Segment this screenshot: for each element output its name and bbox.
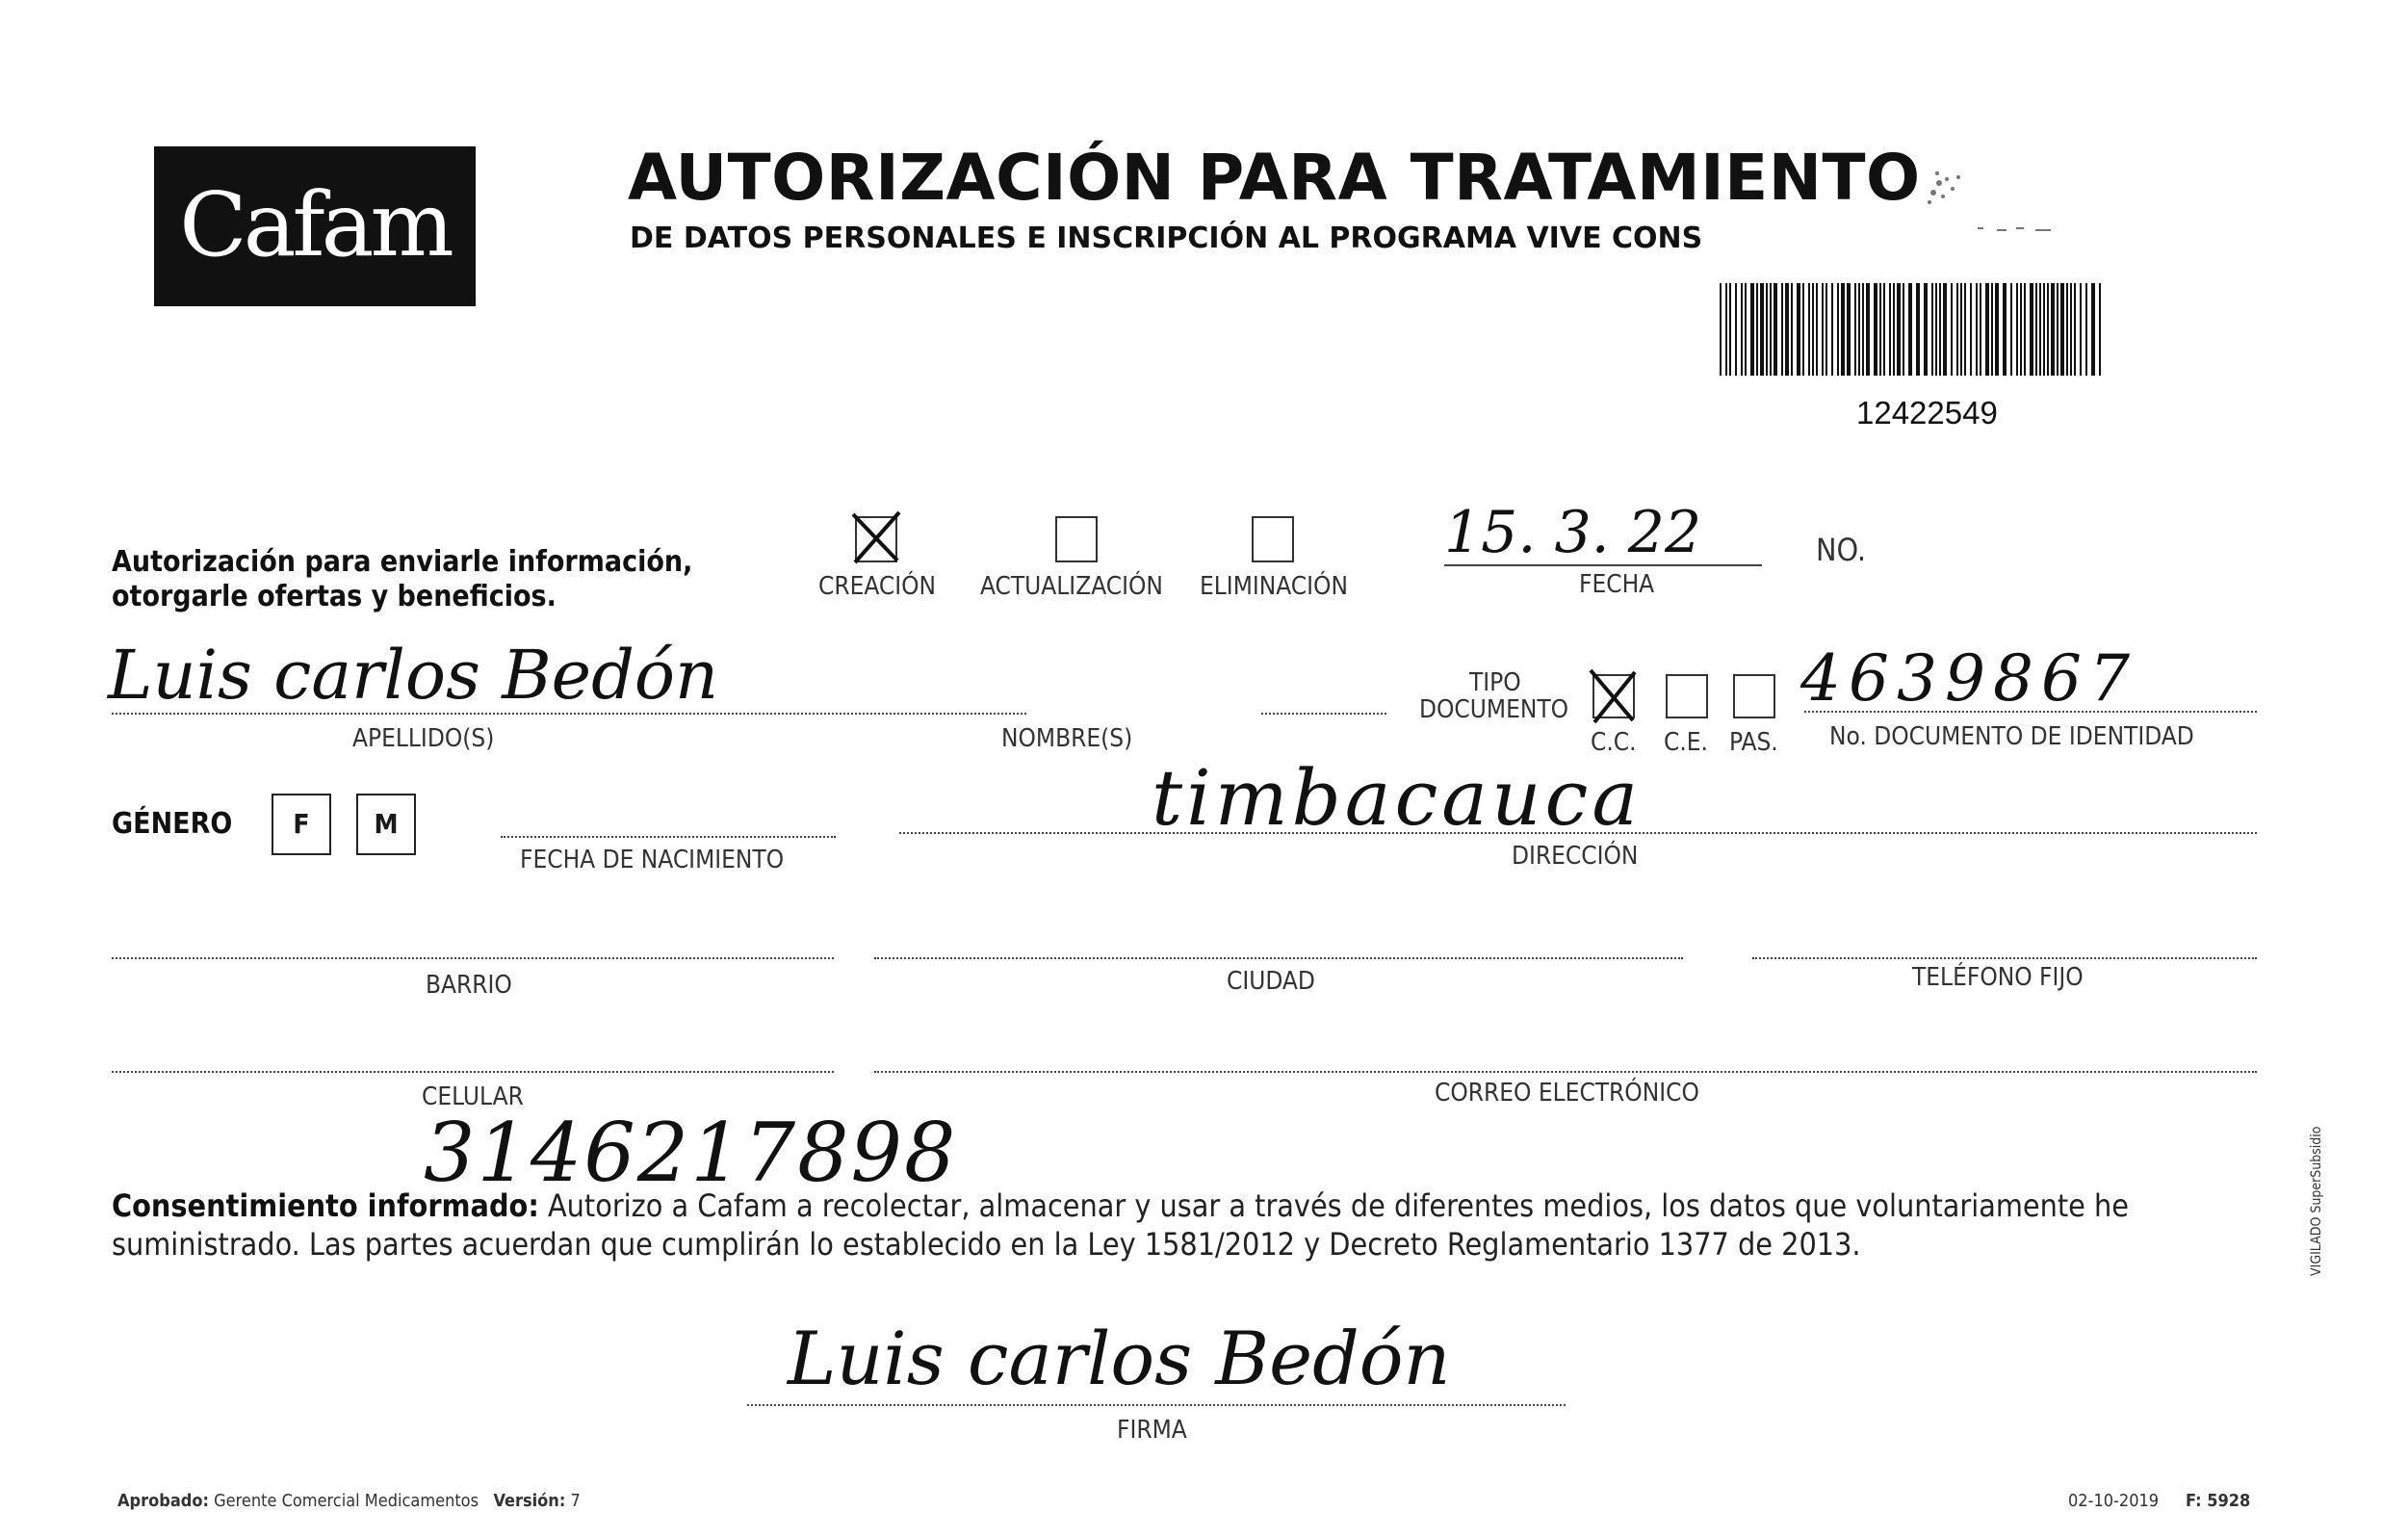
correo-label: CORREO ELECTRÓNICO [1435,1079,1699,1108]
genero-m-box[interactable]: M [356,794,416,855]
apellidos-line[interactable] [112,713,1026,715]
correo-line[interactable] [874,1071,2257,1073]
fecha-label: FECHA [1579,570,1655,599]
tipo-cc-label: C.C. [1591,728,1637,757]
tipo-pas-label: PAS. [1729,728,1778,757]
documento-handwritten: 4639867 [1800,641,2137,716]
vigilado-vertical-text: VIGILADO SuperSubsidio [2309,1126,2324,1276]
no-label: NO. [1816,532,1867,568]
stamp-smudge [1910,154,2103,241]
direccion-handwritten: timbacauca [1152,753,1643,843]
footer-code: F: 5928 [2186,1491,2251,1511]
apellidos-handwritten: Luis carlos Bedón [108,636,719,715]
nombres-line[interactable] [1261,713,1386,715]
check-x-icon [1585,665,1641,726]
barcode [1720,283,2105,376]
footer-left [117,1491,581,1511]
option-eliminacion-label: ELIMINACIÓN [1200,572,1348,601]
checkbox-actualizacion[interactable] [1055,516,1098,562]
fecha-handwritten: 15. 3. 22 [1444,499,1702,566]
checkbox-eliminacion[interactable] [1252,516,1294,562]
celular-line[interactable] [112,1071,834,1073]
signature-line[interactable] [747,1404,1566,1406]
form-subtitle: DE DATOS PERSONALES E INSCRIPCIÓN AL PROGRAMA VIVE CONS [630,222,1703,255]
authorization-label-line1: Autorización para enviarle información, [112,545,693,579]
barcode-number: 12422549 [1856,395,1998,430]
signature-label: FIRMA [1117,1416,1187,1445]
option-actualizacion-label: ACTUALIZACIÓN [980,572,1163,601]
telefono-label: TELÉFONO FIJO [1912,963,2084,992]
ciudad-line[interactable] [874,957,1683,959]
aprobado-value: Gerente Comercial Medicamentos [214,1491,479,1511]
footer-date: 02-10-2019 [2068,1491,2160,1511]
barrio-label: BARRIO [426,971,512,1000]
nombres-label: NOMBRE(S) [1001,724,1133,753]
nacimiento-label: FECHA DE NACIMIENTO [520,846,785,874]
documento-label: No. DOCUMENTO DE IDENTIDAD [1829,722,2194,751]
version-value: 7 [570,1491,581,1511]
telefono-line[interactable] [1752,957,2257,959]
direccion-label: DIRECCIÓN [1512,842,1639,871]
consent-paragraph [112,1186,2249,1264]
tipo-ce-label: C.E. [1664,728,1708,757]
version-label: Versión: [493,1491,566,1511]
check-x-icon [847,508,905,566]
form-title: AUTORIZACIÓN PARA TRATAMIENTO [628,141,1921,215]
genero-f-box[interactable]: F [272,794,331,855]
celular-handwritten: 3146217898 [424,1106,958,1200]
consent-text: Autorizo a Cafam a recolectar, almacenar y usar a través de diferentes medios, los datos que voluntariamente he suministrado. Las partes acuerdan que cumplirán lo establecido en la Ley 1581/2012 y Decreto Reglamentario 1377 de 2013. [112,1187,2129,1263]
fecha-line [1444,564,1762,566]
nacimiento-line[interactable] [501,836,836,838]
aprobado-label: Aprobado: [117,1491,209,1511]
celular-label: CELULAR [422,1082,524,1111]
tipo-label-2: DOCUMENTO [1419,695,1569,724]
documento-line[interactable] [1804,711,2257,713]
ciudad-label: CIUDAD [1227,967,1315,996]
signature-handwritten: Luis carlos Bedón [788,1316,1451,1401]
cafam-logo [154,146,476,306]
logo-text: Cafam [179,173,451,276]
barrio-line[interactable] [112,957,834,959]
genero-label: GÉNERO [112,807,233,841]
direccion-line[interactable] [899,832,2257,834]
checkbox-pas[interactable] [1733,674,1775,718]
tipo-label-1: TIPO [1469,668,1521,697]
checkbox-ce[interactable] [1666,674,1708,718]
consent-heading: Consentimiento informado: [112,1187,539,1224]
apellidos-label: APELLIDO(S) [352,724,495,753]
authorization-label-line2: otorgarle ofertas y beneficios. [112,580,557,613]
option-creacion-label: CREACIÓN [818,572,937,601]
